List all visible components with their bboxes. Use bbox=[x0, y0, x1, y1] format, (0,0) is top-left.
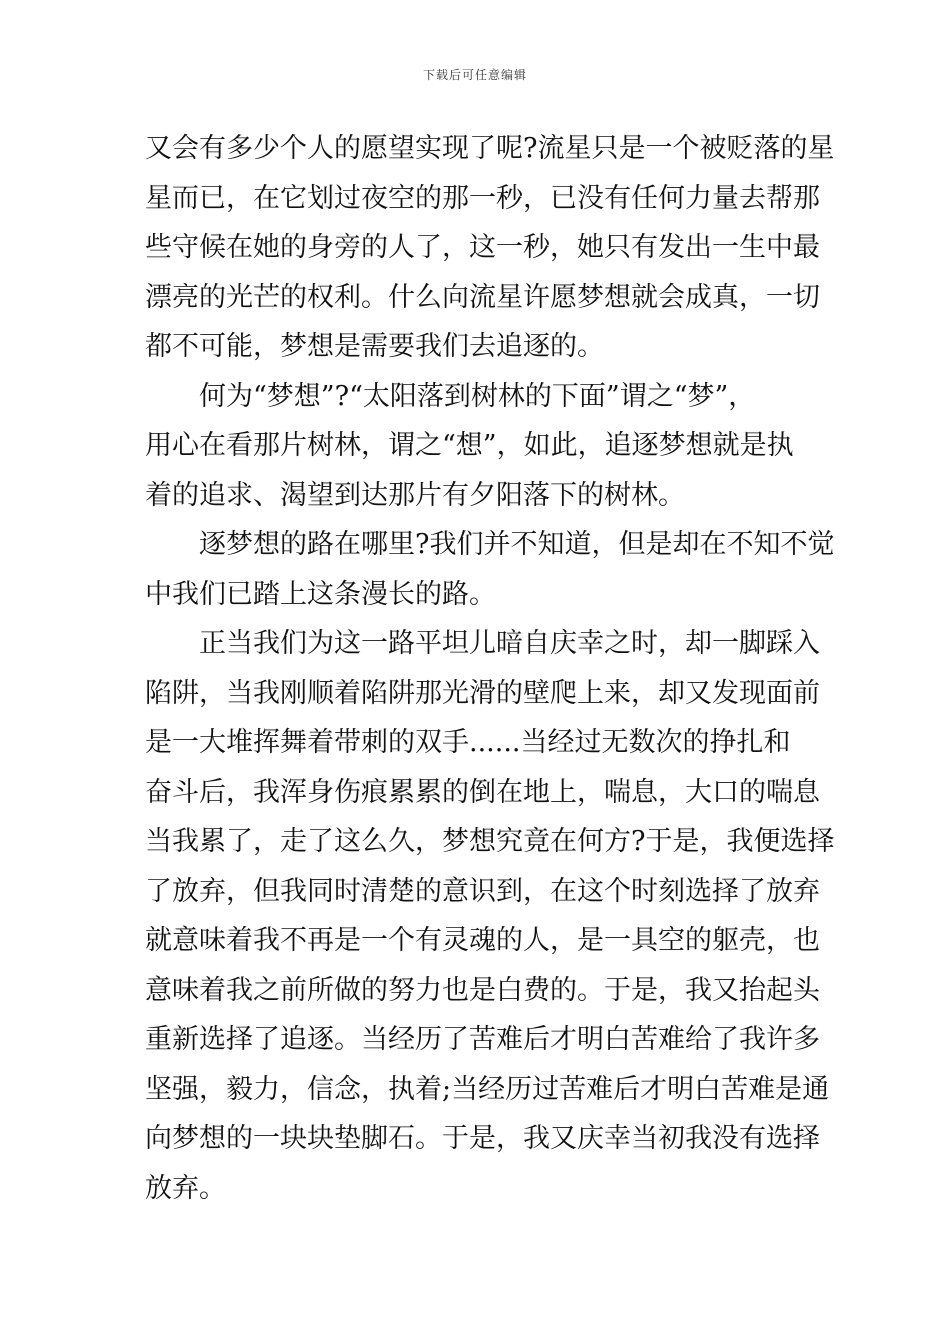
text-line: 何为“梦想”?“太阳落到树林的下面”谓之“梦”， bbox=[199, 380, 756, 412]
text-line: 着的追求、渴望到达那片有夕阳落下的树林。 bbox=[145, 479, 685, 511]
text-line: 奋斗后，我浑身伤痕累累的倒在地上，喘息，大口的喘息 bbox=[145, 776, 820, 808]
text-line: 当我累了，走了这么久，梦想究竟在何方?于是，我便选择 bbox=[145, 826, 835, 857]
text-line: 用心在看那片树林，谓之“想”，如此，追逐梦想就是执 bbox=[145, 430, 794, 461]
page-header-note: 下载后可任意编辑 bbox=[422, 68, 527, 82]
text-line: 了放弃，但我同时清楚的意识到，在这个时刻选择了放弃 bbox=[145, 875, 820, 907]
text-line: 些守候在她的身旁的人了，这一秒，她只有发出一生中最 bbox=[145, 232, 820, 263]
text-line: 意味着我之前所做的努力也是白费的。于是，我又抬起头 bbox=[145, 974, 820, 1006]
text-line: 正当我们为这一路平坦儿暗自庆幸之时，却一脚踩入 bbox=[199, 628, 820, 659]
text-line: 又会有多少个人的愿望实现了呢?流星只是一个被贬落的星 bbox=[145, 133, 835, 164]
text-line: 放弃。 bbox=[145, 1172, 226, 1204]
text-line: 逐梦想的路在哪里?我们并不知道，但是却在不知不觉 bbox=[199, 529, 835, 560]
text-line: 向梦想的一块块垫脚石。于是，我又庆幸当初我没有选择 bbox=[145, 1123, 820, 1154]
body-text bbox=[145, 124, 835, 1213]
text-line: 漂亮的光芒的权利。什么向流星许愿梦想就会成真，一切 bbox=[145, 281, 820, 313]
text-line: 重新选择了追逐。当经历了苦难后才明白苦难给了我许多 bbox=[145, 1024, 820, 1055]
text-line: 陷阱，当我刚顺着陷阱那光滑的壁爬上来，却又发现面前 bbox=[145, 677, 820, 709]
text-line: 就意味着我不再是一个有灵魂的人，是一具空的躯壳，也 bbox=[145, 925, 820, 956]
text-line: 是一大堆挥舞着带刺的双手......当经过无数次的挣扎和 bbox=[145, 727, 791, 758]
text-line: 都不可能，梦想是需要我们去追逐的。 bbox=[145, 331, 604, 362]
text-line: 星而已，在它划过夜空的那一秒，已没有任何力量去帮那 bbox=[145, 182, 820, 214]
text-line: 中我们已踏上这条漫长的路。 bbox=[145, 578, 496, 610]
text-line: 坚强，毅力，信念，执着;当经历过苦难后才明白苦难是通 bbox=[145, 1073, 830, 1105]
